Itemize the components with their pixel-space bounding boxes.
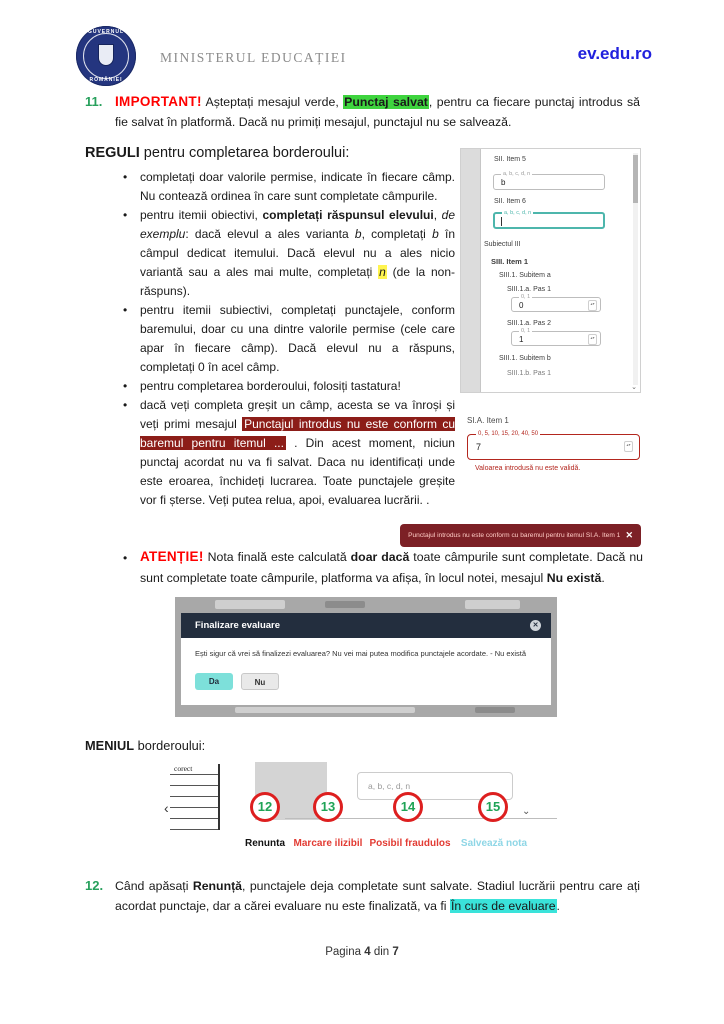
pas2-value: 1 [519,335,524,344]
rule-5-s2: . Din acest moment, niciun punctaj acordat nu va fi salvat. Daca nu identificați unde este eroarea, închideți lucrarea. Toate punctajele greșite vor fi șterse. Veți putea relua, apoi, evaluarea lucrării. . [140,436,455,507]
atentie-s5: . [601,571,605,585]
sii-item6-label: SII. Item 6 [494,198,526,205]
item-11-number: 11. [85,94,103,109]
text-cursor [501,217,502,226]
atentie-bold-1: doar dacă [350,550,410,564]
rule-2-s9: în câmpul dedicat itemului. Dacă elevul nu a ales nicio variantă sau a ales mai multe, completați [140,227,455,279]
sia-item1-widget [467,416,640,472]
rule-subjective-items: • pentru itemii subiectivi, completați punctajele, conform baremului, doar cu una dintre valorile permise (cele care apar în fiecare câmp). Dacă elevul nu a răspuns, completați 0 în acel câmp. [123,303,455,374]
sia-error-text: Valoarea introdusă nu este validă. [475,465,581,472]
sii-item5-input[interactable] [493,171,605,190]
dimmed-scan-fragment [235,707,415,713]
footer-page-number: 4 [364,946,371,958]
sia-item1-value: 7 [476,442,482,452]
government-seal-logo [76,26,136,86]
finalize-modal-screenshot [175,597,557,717]
pas1-spinner-icon[interactable]: ▴▾ [588,300,597,311]
rule-wrong-value: • dacă veți completa greșit un câmp, acesta se va înroși și veți primi mesajul Punctajul introdus nu este conform cu baremul pentru itemul ... . Din acest moment, niciun punctaj acordat nu va fi salvat. Daca nu identificați unde este eroarea, închideți lucrarea. Toate punctajele greșite vor fi șterse. Veți putea relua, apoi, evaluarea lucrării. . [123,398,455,507]
item-11 [85,92,640,132]
rules-list [115,168,455,510]
item-11-text [115,92,640,132]
siii-subitem-a-label: SIII.1. Subitem a [499,272,551,279]
callout-15-circle: 15 [478,792,508,822]
in-curs-highlight: În curs de evaluare [450,899,556,913]
item-12-s1: Când apăsați [115,879,193,893]
dimmed-scan-fragment [465,600,520,609]
marcare-ilizibil-button[interactable]: Marcare ilizibil [293,838,363,849]
rule-2-s11: (de la non-răspuns). [140,265,455,298]
da-button[interactable]: Da [195,673,233,690]
logo-text-top: GUVERNUL [87,29,125,35]
panel-scrollbar[interactable] [633,153,638,385]
sia-item1-input-error[interactable] [467,431,640,460]
page-footer [0,946,724,958]
rule-2-b2: b [432,227,439,241]
error-toast [400,524,641,547]
error-toast-text: Punctajul introdus nu este conform cu baremul pentru itemul SI.A. Item 1 [408,532,621,539]
rule-2-s7: , completați [361,227,433,241]
pas1-label: SIII.1.a. Pas 1 [507,286,551,293]
modal-header [181,613,551,638]
sii-item5-label: SII. Item 5 [494,156,526,163]
item-12-number: 12. [85,878,104,893]
modal-title: Finalizare evaluare [195,620,281,631]
reguli-heading-bold: REGULI [85,145,140,161]
item-11-s2: , pentru ca fiecare punctaj introdus să fie salvat în platformă. Dacă nu primiți mesajul, punctajul nu se salvează. [115,95,640,129]
punctaj-salvat-highlight: Punctaj salvat [344,95,428,109]
footer-mid: din [370,946,393,958]
dimmed-scan-fragment [215,600,285,609]
page-prev-icon[interactable]: ‹ [164,800,169,816]
sia-item1-label: SI.A. Item 1 [467,416,509,425]
item-12 [85,876,640,916]
rule-2-bold: completați răspunsul elevului [262,208,434,222]
pas2-legend: 0, 1 [521,328,531,334]
sia-item1-legend: 0, 5, 10, 15, 20, 40, 50 [478,431,539,437]
rule-5-s1: dacă veți completa greșit un câmp, acesta se va înroși și veți primi mesajul [140,398,455,431]
rule-1-text: completați doar valorile permise, indicate în fiecare câmp. Nu contează ordinea în care sunt completate câmpurile. [140,170,455,203]
logo-text-bottom: ROMÂNIEI [89,77,123,83]
rule-2-variant-b: b [354,227,362,241]
siii-pas1b-cut-label: SIII.1.b. Pas 1 [507,370,551,377]
item-12-text [115,876,640,916]
atentie-bold-2: Nu există [546,571,602,585]
site-url: ev.edu.ro [577,44,652,63]
footer-total-pages: 7 [392,946,399,958]
pas1-legend: 0, 1 [521,294,531,300]
atentie-note: • ATENȚIE! Nota finală este calculată doar dacă toate câmpurile sunt completate. Dacă nu sunt completate toate câmpurile, platforma va afișa, în locul notei, mesajul Nu există. [115,546,643,589]
pas2-spinner-icon[interactable]: ▴▾ [588,334,597,345]
finalize-modal [181,613,551,705]
renunta-bold: Renunță [192,879,243,893]
sii-item6-input-focused[interactable] [493,212,605,229]
dimmed-scan-fragment [475,707,515,713]
rule-2-italic: de exemplu [140,208,456,241]
ministry-title: MINISTERUL EDUCAȚIEI [160,50,347,65]
siii-item1-label: SIII. Item 1 [491,257,529,266]
paper-word: corect [174,764,218,774]
posibil-fraudulos-button[interactable]: Posibil fraudulos [369,838,451,849]
sii-item5-legend: a, b, c, d, n [503,171,531,177]
important-label: IMPORTANT! [115,94,202,109]
scanned-paper-fragment [170,764,220,830]
pas1-value: 0 [519,301,524,310]
coat-of-arms-icon [98,44,114,66]
bordero-form-screenshot [460,148,641,393]
panel-scrollbar-thumb[interactable] [633,155,638,203]
renunta-button[interactable]: Renunta [245,838,285,849]
item-12-s4: . [556,899,560,913]
toast-close-icon[interactable]: ✕ [625,530,633,540]
rule-allowed-values: • completați doar valorile permise, indicate în fiecare câmp. Nu contează ordinea în care sunt completate câmpurile. [123,170,455,203]
rule-2-s1: pentru itemii obiectivi, [140,208,263,222]
nu-button[interactable]: Nu [241,673,279,690]
answer-input-placeholder: a, b, c, d, n [368,781,411,791]
rule-objective-items: • pentru itemii obiectivi, completați răspunsul elevului, de exemplu: dacă elevul a ales varianta b, completați b în câmpul dedicat itemului. Dacă elevul nu a ales nicio variantă sau a ales mai multe, completați n (de la non-răspuns). [123,208,456,298]
dimmed-scan-fragment [325,601,365,608]
scroll-down-icon[interactable]: ⌄ [522,806,531,817]
reguli-heading-rest: pentru completarea borderoului: [139,145,350,161]
subiectul-iii-label: Subiectul III [484,241,521,248]
pas2-label: SIII.1.a. Pas 2 [507,320,551,327]
item-11-s1: Așteptați mesajul verde, [201,95,344,109]
panel-scroll-down-icon[interactable]: ⌄ [631,384,637,391]
salveaza-nota-button[interactable]: Salvează nota [460,838,528,849]
sii-item5-value: b [501,178,506,187]
error-message-highlight: Punctajul introdus nu este conform cu baremul pentru itemul ... [140,417,455,450]
atentie-text [140,546,643,589]
pas1-input[interactable] [511,294,601,312]
reguli-heading [85,145,349,161]
modal-body-text: Ești sigur că vrei să finalizezi evaluarea? Nu vei mai putea modifica punctajele acordate. - Nu există [195,649,526,658]
pas2-input[interactable] [511,328,601,346]
bordero-menu-screenshot [164,762,562,858]
sii-item6-legend: a, b, c, d, n [504,210,532,216]
rule-2-s5: : dacă elevul a ales varianta [185,227,355,241]
atentie-s3: toate câmpurile sunt completate. Dacă nu sunt completate toate câmpurile, platforma va afișa, în locul notei, mesajul [140,550,644,585]
rule-2-s3: , [433,208,442,222]
meniul-heading-bold: MENIUL [85,738,135,753]
atentie-s1: Nota finală este calculată [203,550,351,564]
rule-3-text: pentru itemii subiectivi, completați punctajele, conform baremului, doar cu una dintre valorile permise (cele care apar în fiecare câmp). Dacă elevul nu a răspuns, completați 0 în acel câmp. [140,303,455,374]
footer-prefix: Pagina [325,946,365,958]
callout-12-circle: 12 [250,792,280,822]
meniul-heading-rest: borderoului: [134,738,206,753]
siii-subitem-b-label: SIII.1. Subitem b [499,355,551,362]
item-12-s3: , punctajele deja completate sunt salvate. Stadiul lucrării pentru care ați acordat punctaje, dar a cărei evaluare nu este finalizată, va fi [115,879,640,913]
callout-14-circle: 14 [393,792,423,822]
modal-close-icon[interactable]: ✕ [530,620,541,631]
rule-4-text: pentru completarea borderoului, folosiți tastatura! [140,379,401,393]
sia-spinner-icon[interactable]: ▴▾ [624,441,633,452]
atentie-label: ATENȚIE! [140,549,204,564]
meniul-heading [85,738,205,753]
panel-scroll-gutter[interactable] [461,149,481,392]
rule-keyboard: • pentru completarea borderoului, folosiți tastatura! [123,379,401,393]
non-raspuns-highlight: n [379,265,386,279]
callout-13-circle: 13 [313,792,343,822]
